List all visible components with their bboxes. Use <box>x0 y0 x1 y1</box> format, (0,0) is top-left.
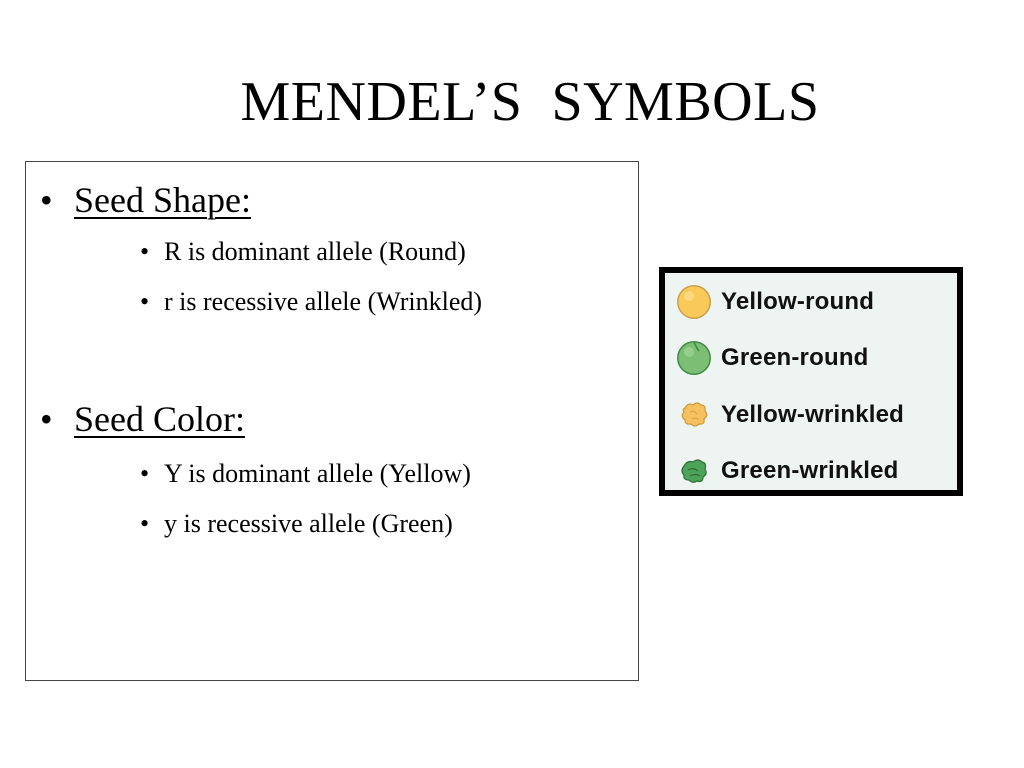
content-box <box>25 161 639 681</box>
legend-item-green-wrinkled <box>673 449 899 493</box>
legend-item-yellow-wrinkled <box>673 393 904 437</box>
list-item <box>140 286 482 318</box>
list-item-text: y is recessive allele (Green) <box>164 509 453 538</box>
slide-title: MENDEL’S SYMBOLS <box>240 71 820 133</box>
bullet-icon: • <box>40 399 53 439</box>
list-item-text: r is recessive allele (Wrinkled) <box>164 287 483 316</box>
green-wrinkled-seed-icon <box>673 450 715 492</box>
section-heading-seed-shape <box>40 178 251 222</box>
list-item <box>140 236 466 268</box>
bullet-icon: • <box>140 459 150 488</box>
section-heading-text: Seed Shape: <box>74 180 251 220</box>
legend-label: Yellow-wrinkled <box>721 401 905 428</box>
list-item-text: Y is dominant allele (Yellow) <box>164 459 471 488</box>
section-heading-text: Seed Color: <box>74 399 245 439</box>
bullet-icon: • <box>140 287 150 316</box>
bullet-icon: • <box>140 237 150 266</box>
legend-label: Green-wrinkled <box>721 457 899 484</box>
bullet-icon: • <box>40 180 53 220</box>
list-item <box>140 458 471 490</box>
list-item-text: R is dominant allele (Round) <box>164 237 466 266</box>
seed-legend <box>659 267 963 496</box>
seed-legend-panel <box>665 273 957 490</box>
legend-item-yellow-round <box>673 280 874 324</box>
yellow-wrinkled-seed-icon <box>673 394 715 436</box>
legend-item-green-round <box>673 336 869 380</box>
green-round-seed-icon <box>673 337 715 379</box>
bullet-icon: • <box>140 509 150 538</box>
legend-label: Green-round <box>721 344 869 371</box>
list-item <box>140 508 453 540</box>
legend-label: Yellow-round <box>721 288 875 315</box>
section-heading-seed-color <box>40 397 245 441</box>
yellow-round-seed-icon <box>673 281 715 323</box>
